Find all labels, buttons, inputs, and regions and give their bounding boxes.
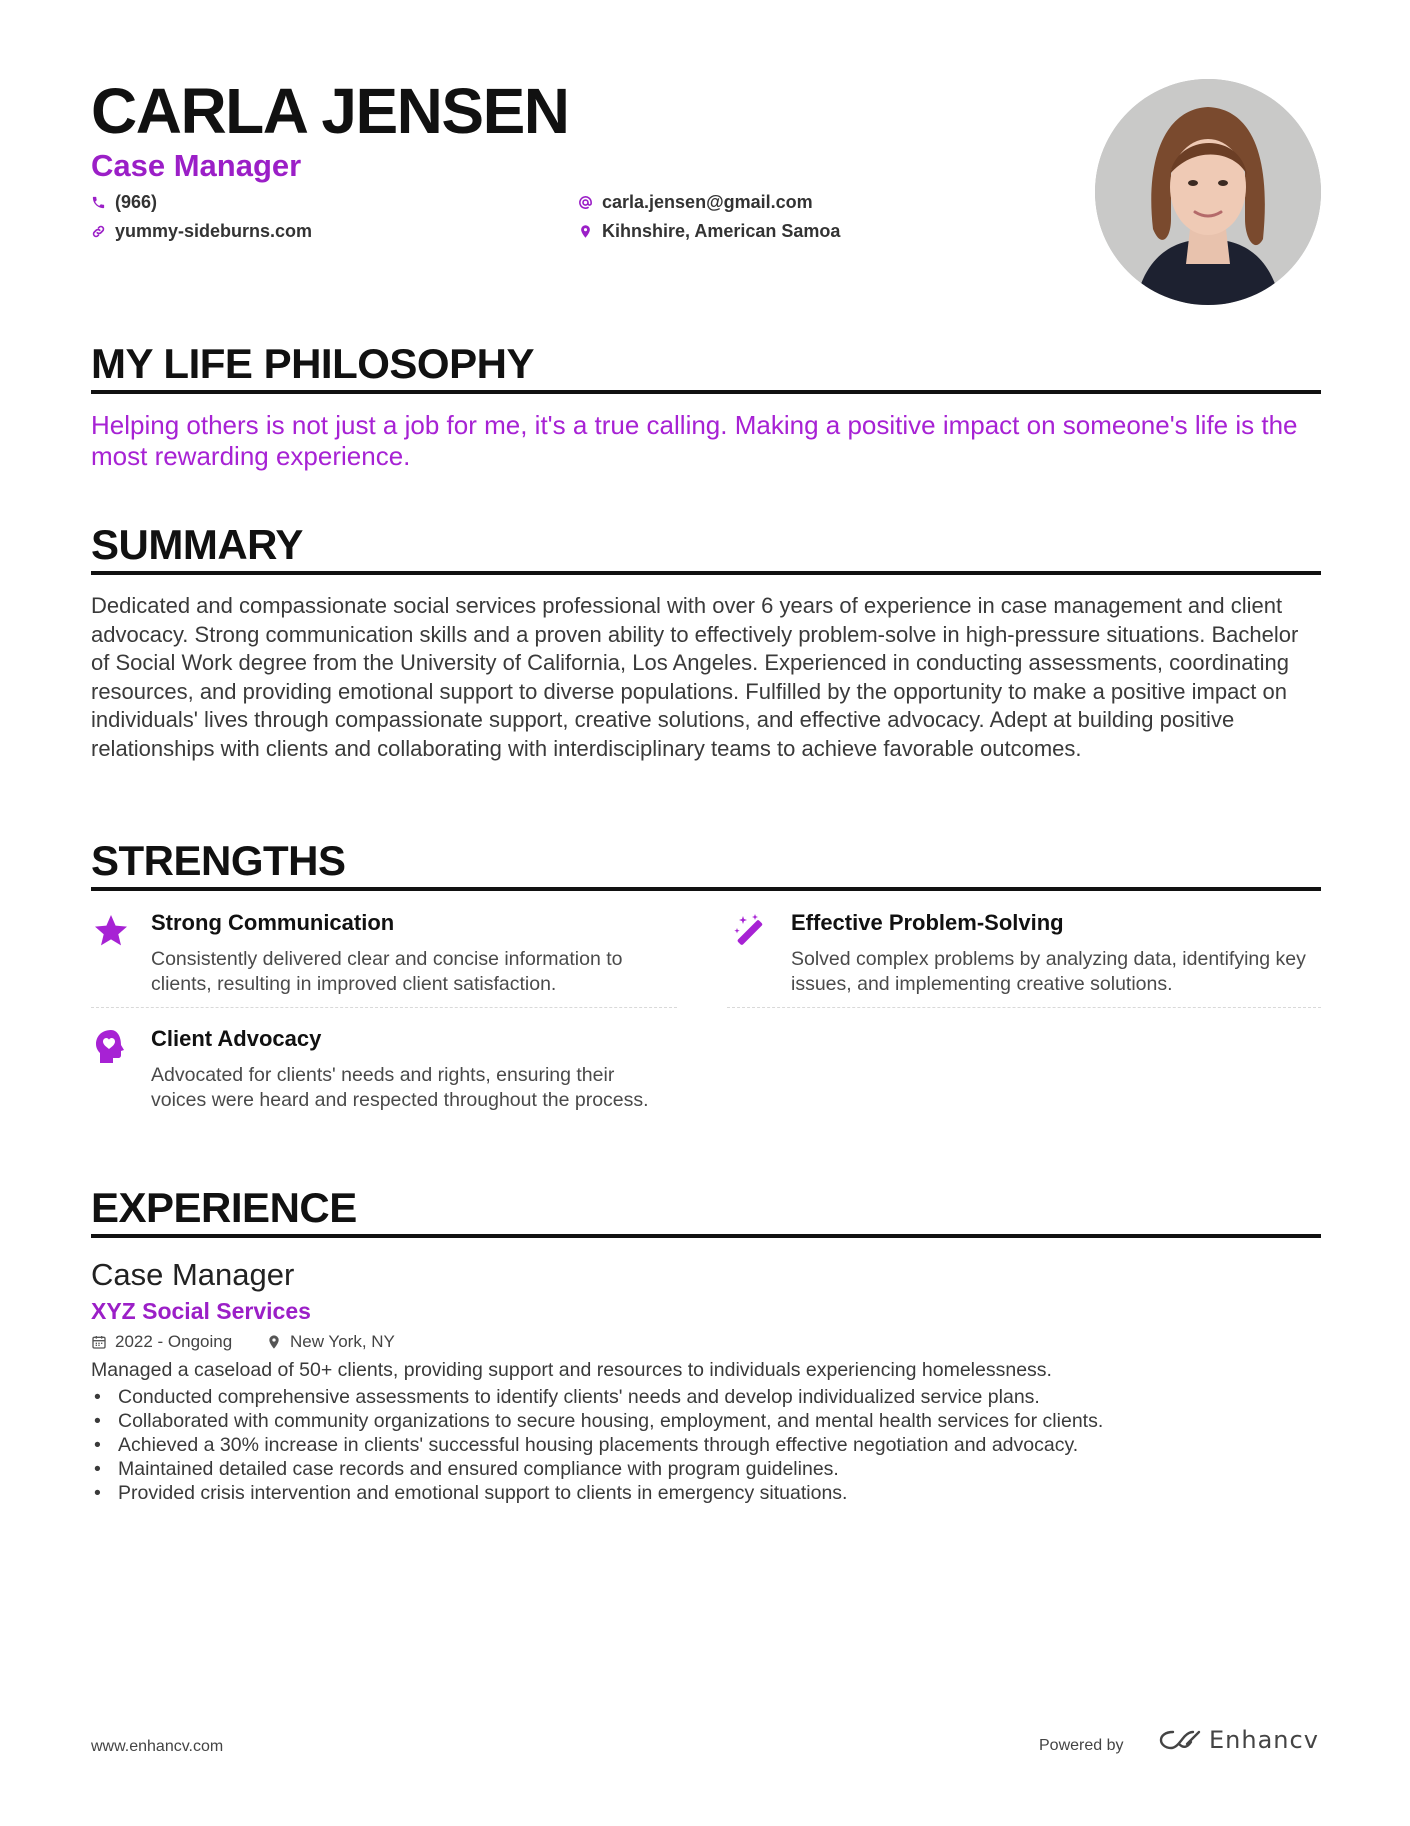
- at-icon: [578, 195, 593, 210]
- job-description: Managed a caseload of 50+ clients, providing support and resources to individuals experiencing homelessness.: [91, 1359, 1052, 1381]
- list-item: • Maintained detailed case records and ensured compliance with program guidelines.: [91, 1457, 1321, 1481]
- enhancv-logo-icon: [1157, 1727, 1203, 1753]
- strength-description: Advocated for clients' needs and rights, ensuring their voices were heard and respected throughout the process.: [151, 1064, 649, 1111]
- job-dates-text: 2022 - Ongoing: [115, 1332, 233, 1351]
- strength-divider: [727, 1007, 1321, 1008]
- job-location-text: New York, NY: [290, 1332, 395, 1351]
- email-contact[interactable]: [578, 190, 813, 214]
- resume-page: [91, 0, 1321, 1826]
- strength-description: Consistently delivered clear and concise information to clients, resulting in improved client satisfaction.: [151, 948, 623, 995]
- strength-title: Strong Communication: [151, 910, 395, 935]
- powered-by-text: Powered by: [1039, 1737, 1124, 1754]
- strength-title: Client Advocacy: [151, 1026, 322, 1051]
- list-item: • Provided crisis intervention and emotional support to clients in emergency situations.: [91, 1481, 1321, 1505]
- strengths-heading: STRENGTHS: [91, 837, 1321, 891]
- job-company: XYZ Social Services: [91, 1298, 311, 1324]
- philosophy-text: Helping others is not just a job for me, it's a true calling. Making a positive impact on someone's life is the most rewarding experience.: [91, 410, 1298, 471]
- strength-description: Solved complex problems by analyzing data, identifying key issues, and implementing creative solutions.: [791, 948, 1306, 995]
- summary-heading: SUMMARY: [91, 521, 1321, 575]
- map-pin-icon: [578, 224, 593, 239]
- list-item: • Collaborated with community organizations to secure housing, employment, and mental health services for clients.: [91, 1409, 1321, 1433]
- location-contact: [578, 219, 840, 243]
- philosophy-heading: MY LIFE PHILOSOPHY: [91, 340, 1321, 394]
- brand-logo[interactable]: [1157, 1726, 1319, 1754]
- phone-contact: [91, 190, 157, 214]
- footer-url[interactable]: www.enhancv.com: [91, 1738, 224, 1755]
- job-dates: [91, 1331, 232, 1353]
- location-text: Kihnshire, American Samoa: [602, 221, 841, 241]
- job-location: [266, 1331, 395, 1353]
- brand-name: Enhancv: [1209, 1726, 1319, 1754]
- profile-photo: [1095, 79, 1321, 305]
- candidate-name: CARLA JENSEN: [91, 75, 569, 147]
- summary-text: Dedicated and compassionate social services professional with over 6 years of experience in case management and client advocacy. Strong communication skills and a proven ability to effectively problem-solve in high-pressure situations. Bachelor of Social Work degree from the University of California, Los Angeles. Experienced in conducting assessments, coordinating resources, and providing emotional support to diverse populations. Fulfilled by the opportunity to make a positive impact on individuals' lives through compassionate support, creative solutions, and effective advocacy. Adept at building positive relationships with clients and collaborating with interdisciplinary teams to achieve favorable outcomes.: [91, 593, 1299, 761]
- email-text: carla.jensen@gmail.com: [602, 192, 813, 212]
- list-item: • Conducted comprehensive assessments to identify clients' needs and develop individualized service plans.: [91, 1385, 1321, 1409]
- phone-text: (966): [115, 192, 158, 212]
- magic-wand-icon: [731, 911, 771, 951]
- website-text: yummy-sideburns.com: [115, 221, 313, 241]
- strength-title: Effective Problem-Solving: [791, 910, 1064, 935]
- candidate-title: Case Manager: [91, 148, 302, 183]
- strength-divider: [91, 1007, 677, 1008]
- calendar-icon: [91, 1334, 107, 1350]
- star-icon: [91, 911, 131, 951]
- head-heart-icon: [91, 1027, 131, 1067]
- list-item: • Achieved a 30% increase in clients' successful housing placements through effective negotiation and advocacy.: [91, 1433, 1321, 1457]
- job-bullets: [91, 1385, 1321, 1505]
- job-role: Case Manager: [91, 1257, 295, 1292]
- link-icon: [91, 224, 106, 239]
- map-pin-icon: [266, 1334, 282, 1350]
- website-contact[interactable]: [91, 219, 312, 243]
- phone-icon: [91, 195, 106, 210]
- experience-heading: EXPERIENCE: [91, 1184, 1321, 1238]
